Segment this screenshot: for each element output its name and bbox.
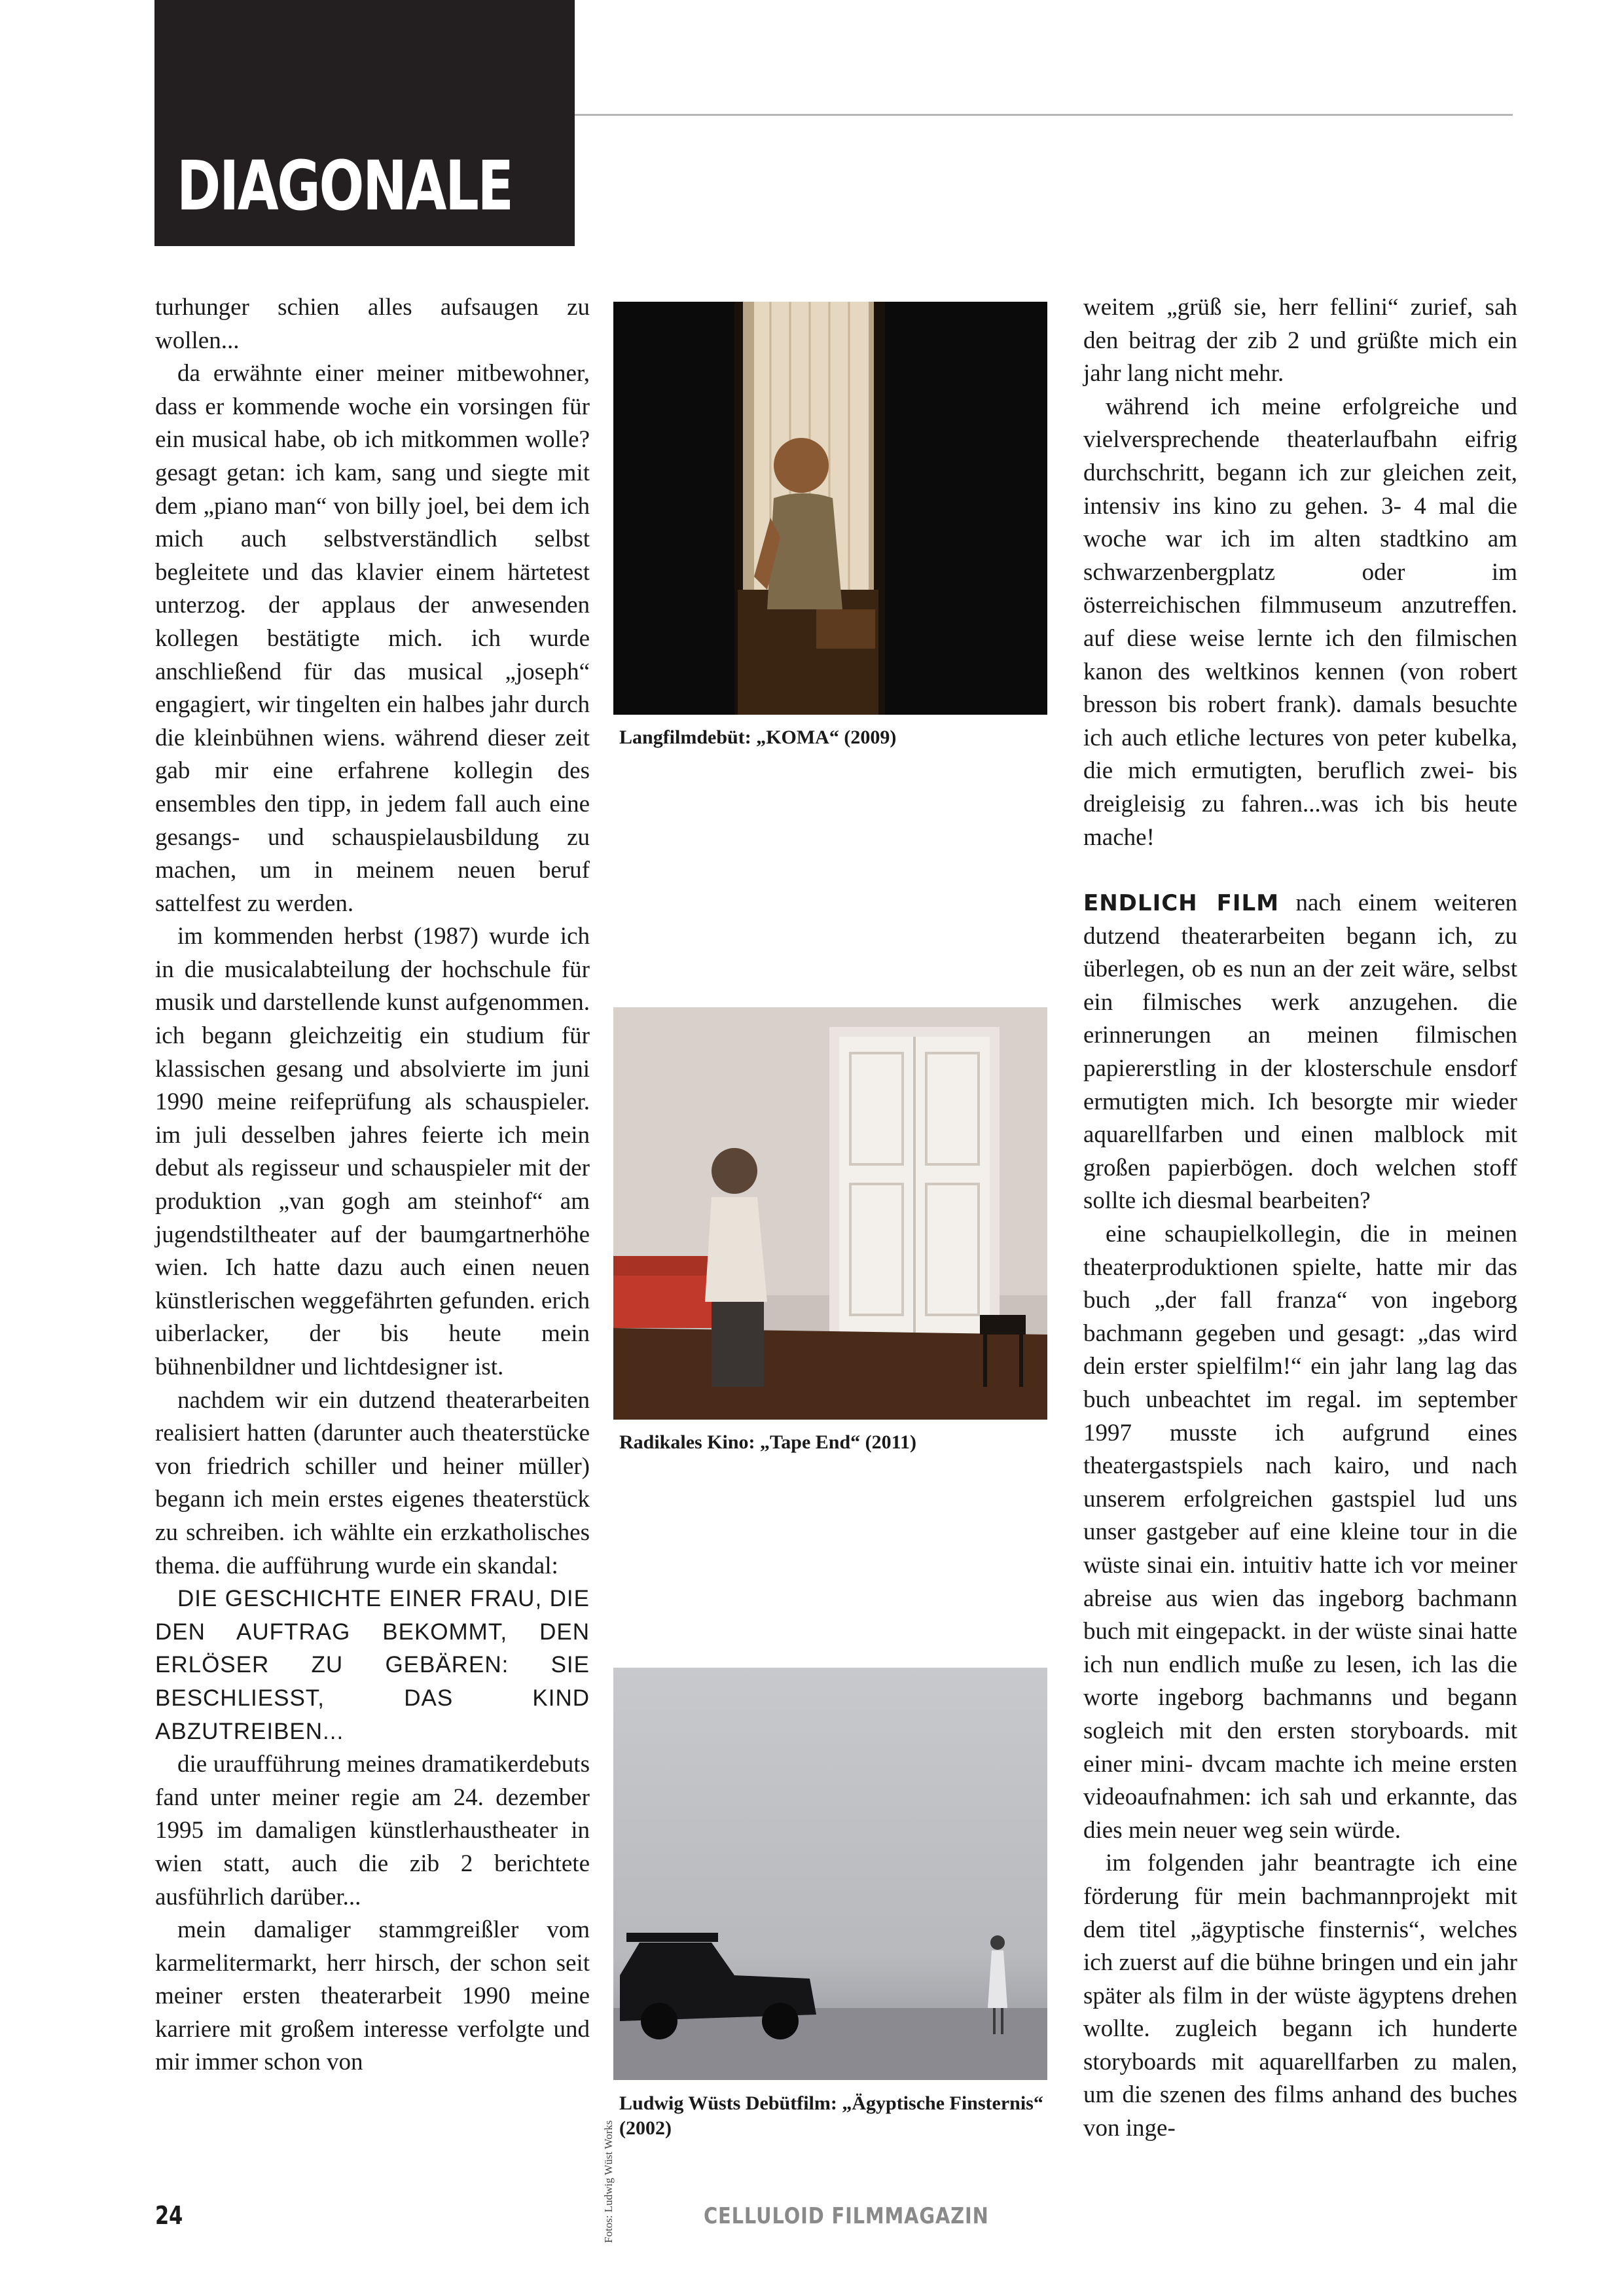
left-paragraph: im kommenden herbst (1987) wurde ich in die musicalabteilung der hochschule für musik und darstellende kunst aufgenommen. ich begann gleichzeitig ein studium für klassischen gesang und absolvierte im juni 1990 meine reifeprüfung als schauspieler. im juli desselben jahres feierte ich mein debut als regisseur und schauspieler mit der produktion „van gogh am steinhof“ am jugendstiltheater auf der baumgartnerhöhe wien. Ich hatte dazu auch einen neuen künstlerischen weggefährten gefunden. erich uiberlacker, der bis heute mein bühnenbildner und lichtdesigner ist. — [155, 923, 590, 1380]
photo-koma — [613, 302, 1047, 715]
photo-aegyptische-finsternis — [613, 1668, 1047, 2080]
photo-tape-end — [613, 1007, 1047, 1420]
photo-caption: Langfilmdebüt: „KOMA“ (2009) — [619, 726, 897, 748]
left-paragraph: mein damaliger stammgreißler vom karmelitermarkt, herr hirsch, der schon seit meiner ersten theaterarbeit 1990 meine karriere mit großem interesse verfolgte und mir immer schon von — [155, 1916, 590, 2076]
section-lead: nach einem weiteren dutzend theaterarbeiten begann ich, zu überlegen, ob es nun an der zeit wäre, selbst ein filmisches werk anzugehen. die erinnerungen an meinen filmischen papiererstling in der klosterschule ensdorf ermutigten mich. Ich besorgte mir wieder aquarellfarben und einen malblock mit großen papierbögen. doch welchen stoff sollte ich diesmal bearbeiten? — [1083, 889, 1518, 1215]
left-paragraph: die uraufführung meines dramatikerdebuts fand unter meiner regie am 24. dezember 1995 im damaligen künstlerhaustheater in wien statt, auch die zib 2 berichtete ausführlich darüber... — [155, 1751, 590, 1910]
left-column — [155, 291, 590, 2079]
magazine-name: CELLULOID FILMMAGAZIN — [704, 2203, 989, 2229]
left-paragraph: da erwähnte einer meiner mitbewohner, dass er kommende woche ein vorsingen für ein musical habe, ob ich mitkommen wolle? gesagt getan: ich kam, sang und siegte mit dem „piano man“ von billy joel, bei dem ich mich auch selbstverständlich selbst begleitete und das klavier einem härtetest unterzog. der applaus der anwesenden kollegen bestätigte mich. ich wurde anschließend für das musical „joseph“ engagiert, wir tingelten ein halbes jahr durch die kleinbühnen wiens. während dieser zeit gab mir eine erfahrene kollegin des ensembles den tipp, in jedem fall auch eine gesangs- und schauspielausbildung zu machen, um in meinem neuen beruf sattelfest zu werden. — [155, 360, 590, 917]
subheading: ENDLICH FILM — [1083, 890, 1280, 917]
quote-block: DIE GESCHICHTE EINER FRAU, DIE DEN AUFTRAG BEKOMMT, DEN ERLÖSER ZU GEBÄREN: SIE BESCHLIESST, DAS KIND ABZUTREIBEN... — [155, 1586, 590, 1744]
photo-caption: Ludwig Wüsts Debütfilm: „Ägyptische Finsternis“ (2002) — [619, 2092, 1043, 2139]
photo-caption: Radikales Kino: „Tape End“ (2011) — [619, 1431, 916, 1453]
right-paragraph: eine schaupielkollegin, die in meinen theaterproduktionen spielte, hatte mir das buch „der fall franza“ von ingeborg bachmann gegeben und gesagt: „das wird dein erster spielfilm!“ ein jahr lang lag das buch unbeachtet im regal. im september 1997 musste ich aufgrund eines theatergastspiels nach kairo, und nach unserem erfolgreichen gastspiel lud uns unser gastgeber auf eine kleine tour in die wüste sinai ein. intuitiv hatte ich vor meiner abreise aus wien das ingeborg bachmann buch mit eingepackt. in der wüste sinai hatte ich nun endlich muße zu lesen, ich las die worte ingeborg bachmanns und begann sogleich mit den ersten storyboards. mit einer mini- dvcam machte ich meine ersten videoaufnahmen: ich sah und erkannte, das dies mein neuer weg sein würde. — [1083, 1221, 1517, 1844]
section-paragraph — [1083, 887, 1517, 1218]
right-column — [1083, 291, 1517, 2145]
right-paragraph: während ich meine erfolgreiche und vielversprechende theaterlaufbahn eifrig durchschritt, begann ich zur gleichen zeit, intensiv ins kino zu gehen. 3- 4 mal die woche war ich im alten stadtkino am schwarzenbergplatz oder im österreichischen filmmuseum anzutreffen. auf diese weise lernte ich den filmischen kanon des weltkinos kennen (von robert bresson bis robert frank). damals besuchte ich auch etliche lectures von peter kubelka, die mich ermutigten, beruflich zwei- bis dreigleisig zu fahren...was ich bis heute mache! — [1083, 393, 1517, 851]
page-number: 24 — [155, 2201, 183, 2230]
header-rule — [575, 114, 1513, 116]
right-paragraph: im folgenden jahr beantragte ich eine förderung für mein bachmannprojekt mit dem titel „ägyptische finsternis“, welches ich zuerst auf die bühne bringen und ein jahr später als film in der wüste ägyptens drehen wollte. zugleich begann ich hunderte storyboards mit aquarellfarben zu malen, um die szenen des films anhand des buches von inge- — [1083, 1850, 1517, 2142]
right-paragraph: weitem „grüß sie, herr fellini“ zurief, sah den beitrag der zib 2 und grüßte mich ein jahr lang nicht mehr. — [1083, 294, 1517, 387]
section-title: DIAGONALE — [177, 146, 513, 226]
photo-credit-text: Fotos: Ludwig Wüst Works — [602, 2120, 615, 2243]
left-paragraph: nachdem wir ein dutzend theaterarbeiten realisiert hatten (darunter auch theaterstücke von friedrich schiller und heiner müller) begann ich mein erstes eigenes theaterstück zu schreiben. ich wählte ein erzkatholisches thema. die aufführung wurde ein skandal: — [155, 1386, 590, 1579]
photo-credit — [602, 2092, 622, 2250]
left-paragraph: turhunger schien alles aufsaugen zu wollen... — [155, 294, 590, 354]
